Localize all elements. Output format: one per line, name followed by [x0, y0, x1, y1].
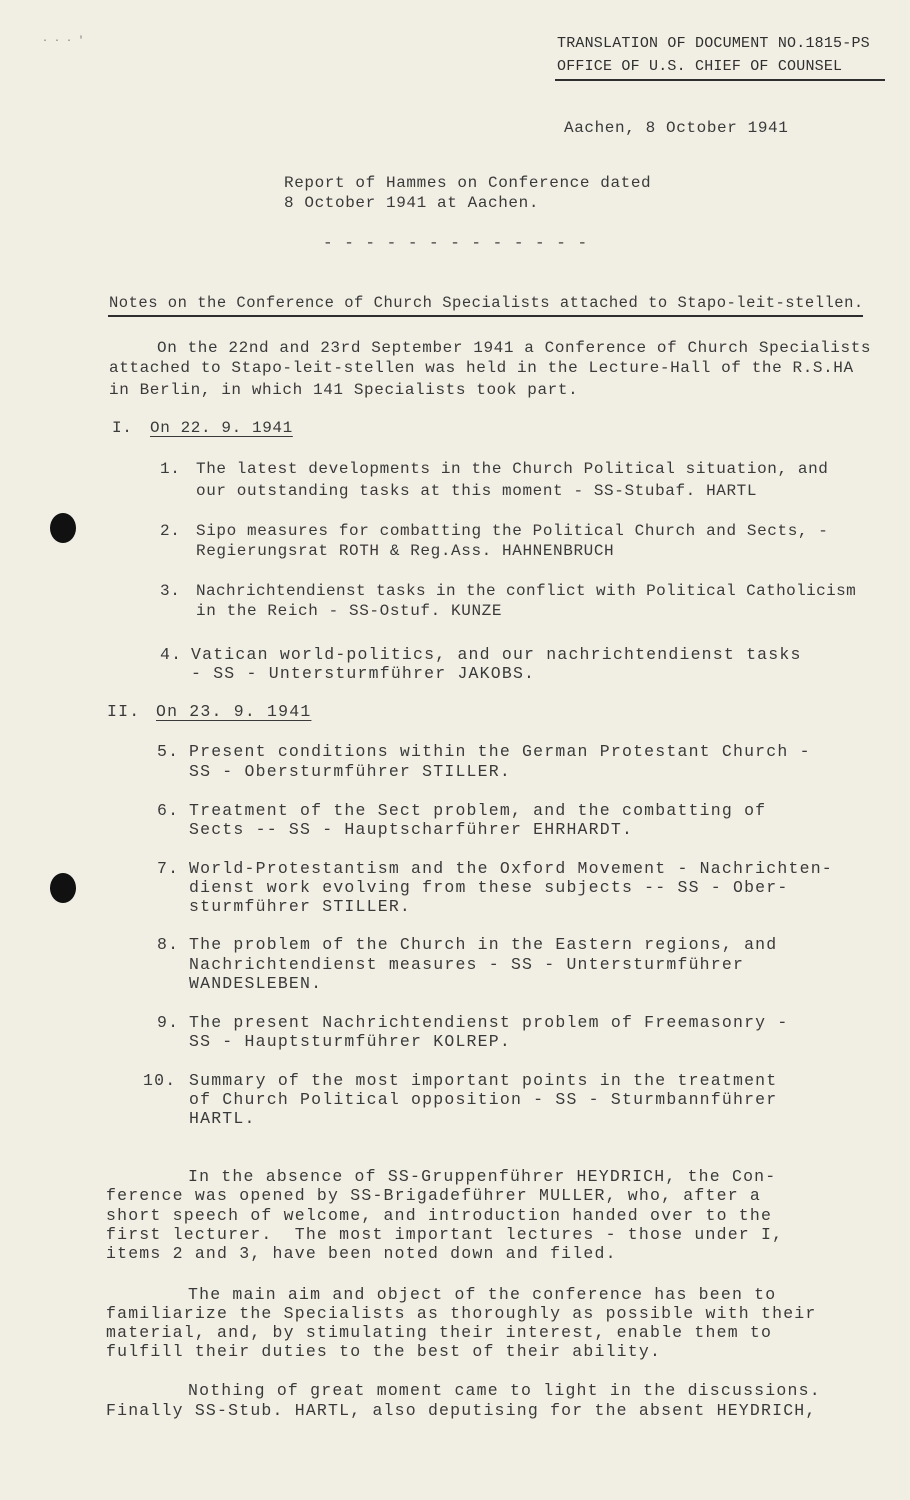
paragraph-line: The main aim and object of the conference has been to	[188, 1285, 777, 1304]
item-line: Sects -- SS - Hauptscharführer EHRHARDT.	[189, 820, 634, 839]
paragraph-line: items 2 and 3, have been noted down and filed.	[106, 1244, 617, 1263]
item-line: Sipo measures for combatting the Political Church and Sects, -	[196, 522, 829, 540]
item-number: 1.	[160, 460, 181, 478]
item-number: 5.	[157, 742, 180, 761]
translation-header: TRANSLATION OF DOCUMENT NO.1815-PS	[557, 35, 870, 52]
item-line: Nachrichtendienst tasks in the conflict with Political Catholicism	[196, 582, 857, 600]
section-numeral: I.	[112, 419, 133, 437]
section-date: On 23. 9. 1941	[156, 702, 312, 721]
item-line: Nachrichtendienst measures - SS - Untersturmführer	[189, 955, 745, 974]
paragraph-line: material, and, by stimulating their interest, enable them to	[106, 1323, 773, 1342]
item-line: of Church Political opposition - SS - Sturmbannführer	[189, 1090, 778, 1109]
paragraph-line: short speech of welcome, and introduction handed over to the	[106, 1206, 773, 1225]
item-line: WANDESLEBEN.	[189, 974, 323, 993]
office-header: OFFICE OF U.S. CHIEF OF COUNSEL	[557, 58, 843, 75]
item-line: Regierungsrat ROTH & Reg.Ass. HAHNENBRUCH	[196, 542, 615, 560]
item-line: HARTL.	[189, 1109, 256, 1128]
intro-line: On the 22nd and 23rd September 1941 a Conference of Church Specialists	[157, 339, 872, 357]
paper-speck: · · · '	[42, 36, 85, 47]
header-rule	[555, 79, 885, 81]
item-line: in the Reich - SS-Ostuf. KUNZE	[196, 602, 503, 620]
paragraph-line: Finally SS-Stub. HARTL, also deputising for the absent HEYDRICH,	[106, 1401, 817, 1420]
item-number: 2.	[160, 522, 181, 540]
document-title: Notes on the Conference of Church Specialists attached to Stapo-leit-stellen.	[109, 294, 864, 312]
item-line: sturmführer STILLER.	[189, 897, 412, 916]
item-number: 9.	[157, 1013, 180, 1032]
item-line: The present Nachrichtendienst problem of Freemasonry -	[189, 1013, 789, 1032]
punch-hole	[50, 513, 76, 543]
intro-line: attached to Stapo-leit-stellen was held in the Lecture-Hall of the R.S.HA	[109, 359, 854, 377]
punch-hole	[50, 873, 76, 903]
date-line: Aachen, 8 October 1941	[564, 119, 789, 137]
item-line: Vatican world-politics, and our nachrichtendienst tasks	[191, 645, 802, 664]
paragraph-line: first lecturer. The most important lectures - those under I,	[106, 1225, 784, 1244]
item-number: 6.	[157, 801, 180, 820]
item-number: 8.	[157, 935, 180, 954]
item-number: 7.	[157, 859, 180, 878]
item-line: The problem of the Church in the Eastern regions, and	[189, 935, 778, 954]
item-line: Treatment of the Sect problem, and the combatting of	[189, 801, 767, 820]
intro-line: in Berlin, in which 141 Specialists took part.	[109, 381, 579, 399]
item-line: dienst work evolving from these subjects -- SS - Ober-	[189, 878, 789, 897]
item-number: 10.	[143, 1071, 177, 1090]
item-line: World-Protestantism and the Oxford Movement - Nachrichten-	[189, 859, 833, 878]
item-line: our outstanding tasks at this moment - SS-Stubaf. HARTL	[196, 482, 758, 500]
paragraph-line: In the absence of SS-Gruppenführer HEYDRICH, the Con-	[188, 1167, 777, 1186]
section-numeral: II.	[107, 702, 141, 721]
subject-line-1: Report of Hammes on Conference dated	[284, 174, 652, 192]
paragraph-line: familiarize the Specialists as thoroughly as possible with their	[106, 1304, 817, 1323]
paragraph-line: Nothing of great moment came to light in the discussions.	[188, 1381, 821, 1400]
item-line: SS - Obersturmführer STILLER.	[189, 762, 511, 781]
item-line: Summary of the most important points in the treatment	[189, 1071, 778, 1090]
separator-dashes: - - - - - - - - - - - - -	[323, 234, 589, 252]
item-line: SS - Hauptsturmführer KOLREP.	[189, 1032, 511, 1051]
title-underline	[108, 315, 863, 317]
paragraph-line: fulfill their duties to the best of their ability.	[106, 1342, 662, 1361]
item-line: Present conditions within the German Protestant Church -	[189, 742, 811, 761]
item-number: 3.	[160, 582, 181, 600]
section-date: On 22. 9. 1941	[150, 419, 293, 437]
item-line: The latest developments in the Church Political situation, and	[196, 460, 829, 478]
item-number: 4.	[160, 645, 183, 664]
paragraph-line: ference was opened by SS-Brigadeführer MULLER, who, after a	[106, 1186, 761, 1205]
subject-line-2: 8 October 1941 at Aachen.	[284, 194, 540, 212]
item-line: - SS - Untersturmführer JAKOBS.	[191, 664, 536, 683]
